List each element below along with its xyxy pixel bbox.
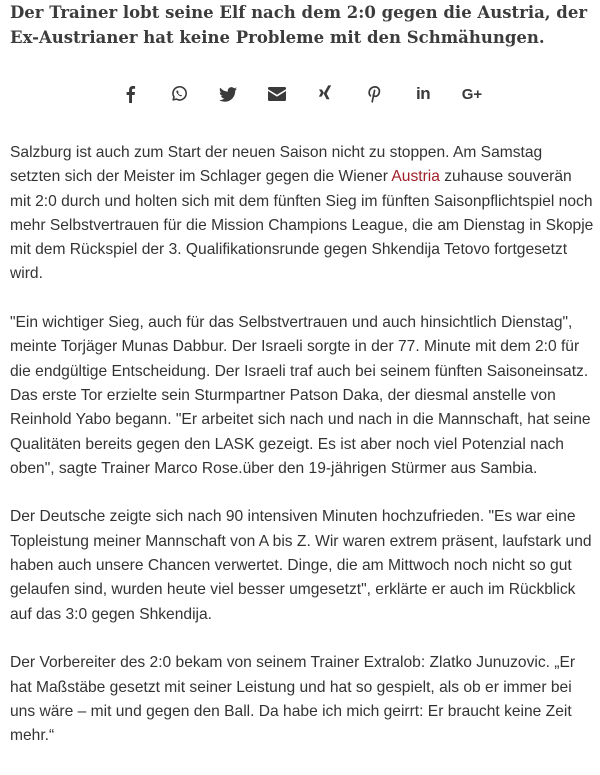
paragraph-1-text-start: Salzburg ist auch zum Start der neuen Saison nicht zu stoppen. Am Samstag setzten sich der Meister im Schlager gegen die Wiener bbox=[10, 144, 543, 186]
share-facebook-button[interactable] bbox=[116, 80, 144, 108]
share-xing-button[interactable] bbox=[311, 80, 339, 108]
paragraph-3: Der Deutsche zeigte sich nach 90 intensiven Minuten hochzufrieden. "Es war eine Topleistung meiner Mannschaft von A bis Z. Wir waren extrem präsent, laufstark und haben auch unsere Chancen verwertet. Dinge, die am Mittwoch noch nicht so gut gelaufen sind, wurden heute viel besser umgesetzt", erklärte er auch im Rückblick auf das 3:0 gegen Shkendija. bbox=[10, 508, 592, 623]
paragraph-4: Der Vorbereiter des 2:0 bekam von seinem Trainer Extralob: Zlatko Junuzovic. „Er hat Maßstäbe gesetzt mit seiner Leistung und hat so gespielt, als ob er immer bei uns wäre – mit und gegen den Ball. Da habe ich mich geirrt: Er braucht keine Zeit mehr.“ bbox=[10, 654, 576, 745]
google-plus-icon: G+ bbox=[461, 85, 483, 103]
facebook-icon bbox=[124, 85, 136, 103]
share-pinterest-button[interactable] bbox=[360, 80, 388, 108]
paragraph-2: "Ein wichtiger Sieg, auch für das Selbstvertrauen und auch hinsichtlich Dienstag", meinte Torjäger Munas Dabbur. Der Israeli sorgte in der 77. Minute mit dem 2:0 für die endgültige Entscheidung. Der Israeli traf auch bei seinem fünften Saisoneinsatz. Das erste Tor erzielte sein Sturmpartner Patson Daka, der diesmal anstelle von Reinhold Yabo begann. "Er arbeitet sich nach und nach in die Mannschaft, hat seine Qualitäten bereits gegen den LASK gezeigt. Es ist aber noch viel Potenzial nach oben", sagte Trainer Marco Rose.über den 19-jährigen Stürmer aus Sambia. bbox=[10, 314, 591, 477]
share-email-button[interactable] bbox=[263, 80, 291, 108]
share-linkedin-button[interactable] bbox=[409, 80, 437, 108]
share-google-plus-button[interactable] bbox=[458, 80, 486, 108]
article-body bbox=[10, 141, 595, 773]
share-whatsapp-button[interactable] bbox=[165, 80, 193, 108]
whatsapp-icon bbox=[170, 85, 188, 103]
share-bar bbox=[116, 80, 486, 108]
austria-link[interactable]: Austria bbox=[391, 168, 440, 186]
pinterest-icon bbox=[367, 85, 381, 103]
email-icon bbox=[268, 87, 286, 101]
share-twitter-button[interactable] bbox=[214, 80, 242, 108]
twitter-icon bbox=[219, 87, 237, 102]
paragraph-1 bbox=[10, 141, 595, 287]
linkedin-icon: in bbox=[416, 84, 431, 103]
article-lead: Der Trainer lobt seine Elf nach dem 2:0 gegen die Austria, der Ex-Austrianer hat keine Probleme mit den Schmähungen. bbox=[10, 3, 588, 47]
xing-icon bbox=[318, 85, 332, 103]
paragraph-1-text-end: zuhause souverän mit 2:0 durch und holten sich mit dem fünften Sieg im fünften Saisonpflichtspiel noch mehr Selbstvertrauen für die Mission Champions League, die am Dienstag in Skopje mit dem Rückspiel der 3. Qualifikationsrunde gegen Shkendija Tetovo fortgesetzt wird. bbox=[10, 168, 594, 283]
